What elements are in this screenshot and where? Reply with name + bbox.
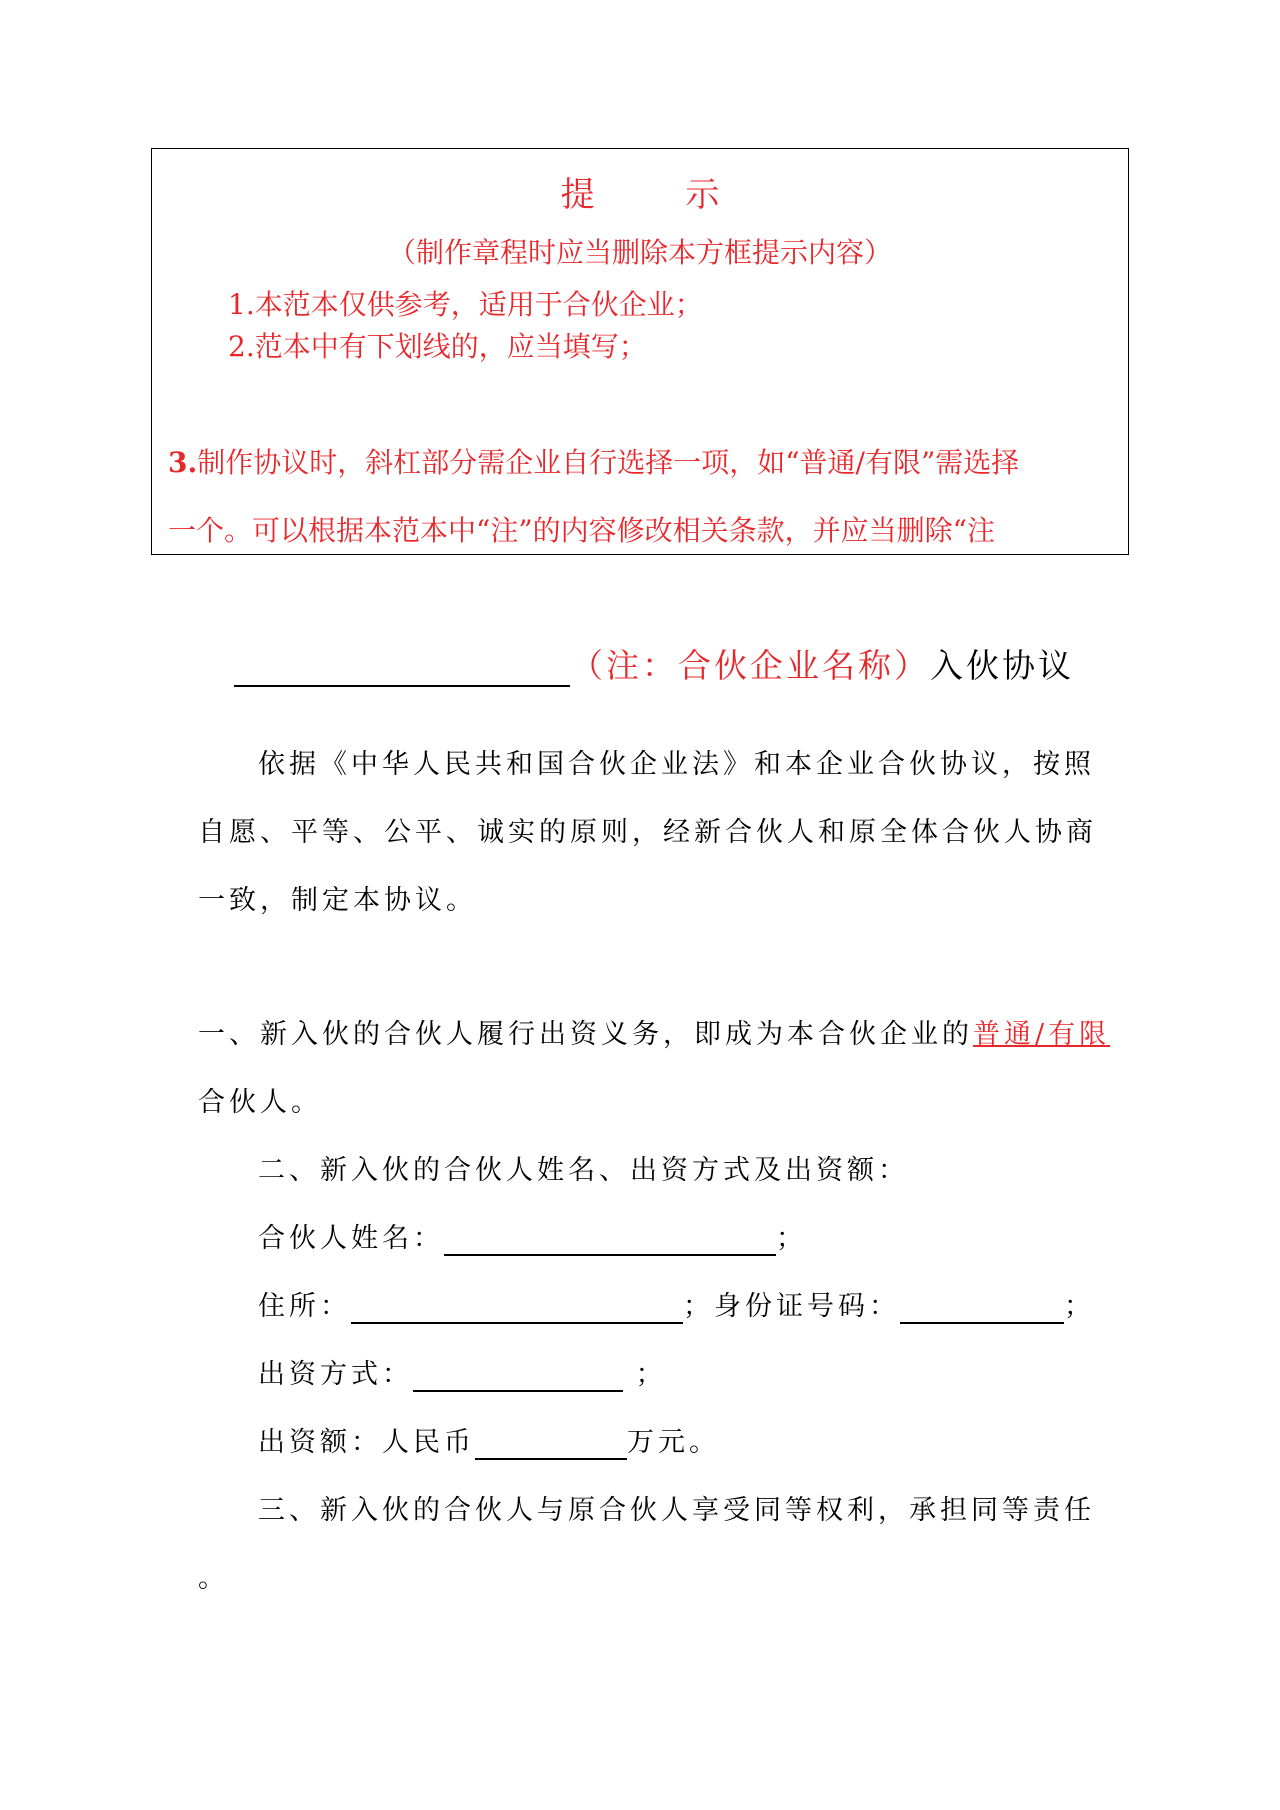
notice-item-3-continued: 一个。可以根据本范本中“注”的内容修改相关条款，并应当删除“注 bbox=[168, 514, 995, 547]
intro-line-2: 自愿、平等、公平、诚实的原则，经新合伙人和原全体合伙人协商 bbox=[198, 817, 1097, 848]
notice-item-1: 1.本范本仅供参考，适用于合伙企业； bbox=[228, 288, 703, 321]
contribution-amount-row bbox=[258, 1426, 720, 1460]
notice-item-2: 2.范本中有下划线的，应当填写； bbox=[228, 330, 647, 363]
partner-type-choice[interactable]: 普通/有限 bbox=[973, 1019, 1111, 1050]
contribution-method-end: ； bbox=[623, 1359, 667, 1390]
partner-name-end: ； bbox=[776, 1223, 807, 1254]
contribution-method-blank[interactable] bbox=[413, 1362, 623, 1392]
clause-1-text: 一、新入伙的合伙人履行出资义务，即成为本合伙企业的 bbox=[198, 1019, 973, 1050]
notice-box bbox=[151, 148, 1129, 555]
contribution-amount-unit: 万元。 bbox=[627, 1427, 720, 1458]
document-title bbox=[234, 640, 1074, 684]
clause-3-continued: 。 bbox=[198, 1563, 229, 1594]
intro-line-3: 一致，制定本协议。 bbox=[198, 885, 477, 916]
company-name-blank[interactable] bbox=[234, 649, 570, 687]
id-number-label: ；身份证号码： bbox=[683, 1291, 900, 1322]
address-label: 住所： bbox=[258, 1291, 351, 1322]
partner-name-blank[interactable] bbox=[444, 1226, 776, 1256]
clause-1-continued: 合伙人。 bbox=[198, 1087, 322, 1118]
address-row bbox=[258, 1290, 1095, 1324]
id-number-end: ； bbox=[1064, 1291, 1095, 1322]
notice-item-3-text: 制作协议时，斜杠部分需企业自行选择一项，如“普通/有限”需选择 bbox=[197, 446, 1020, 479]
partner-name-label: 合伙人姓名： bbox=[258, 1223, 444, 1254]
partner-name-row bbox=[258, 1222, 807, 1256]
intro-line-1: 依据《中华人民共和国合伙企业法》和本企业合伙协议，按照 bbox=[258, 749, 1095, 780]
clause-2-heading: 二、新入伙的合伙人姓名、出资方式及出资额： bbox=[258, 1155, 909, 1186]
notice-subtitle: （制作章程时应当删除本方框提示内容） bbox=[387, 236, 892, 269]
contribution-method-row bbox=[258, 1358, 667, 1392]
title-suffix: 入伙协议 bbox=[930, 646, 1074, 685]
title-note: （注：合伙企业名称） bbox=[570, 646, 930, 685]
notice-item-3 bbox=[168, 441, 1019, 481]
address-blank[interactable] bbox=[351, 1294, 683, 1324]
contribution-amount-label: 出资额：人民币 bbox=[258, 1427, 475, 1458]
notice-title: 提 示 bbox=[560, 175, 760, 215]
contribution-method-label: 出资方式： bbox=[258, 1359, 413, 1390]
clause-1 bbox=[198, 1018, 1110, 1052]
id-number-blank[interactable] bbox=[900, 1294, 1064, 1324]
contribution-amount-blank[interactable] bbox=[475, 1430, 627, 1460]
notice-item-3-number: 3. bbox=[168, 446, 198, 479]
clause-3: 三、新入伙的合伙人与原合伙人享受同等权利，承担同等责任 bbox=[258, 1495, 1095, 1526]
